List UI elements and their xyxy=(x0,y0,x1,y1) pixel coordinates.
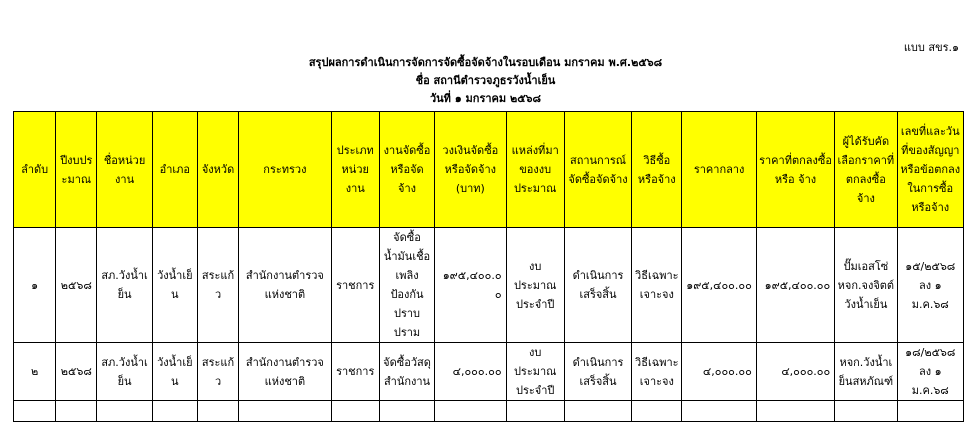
col-header-agreed-price: ราคาที่ตกลงซื้อหรือ จ้าง xyxy=(756,112,834,228)
col-header-status: สถานการณ์จัดซื้อจัดจ้าง xyxy=(564,112,631,228)
col-header-district: อำเภอ xyxy=(152,112,197,228)
col-header-vendor: ผู้ได้รับคัดเลือกราคาที่ตกลงซื้อจ้าง xyxy=(835,112,897,228)
cell-method: วิธีเฉพาะเจาะจง xyxy=(632,343,682,401)
cell-agency-type: ราชการ xyxy=(331,228,379,343)
col-header-fiscal-year: ปีงบประมาณ xyxy=(56,112,97,228)
table-row xyxy=(14,228,964,343)
col-header-contract: เลขที่และวันที่ของสัญญาหรือข้อตกลงในการซื้อหรือจ้าง xyxy=(897,112,963,228)
cell-agency-type: ราชการ xyxy=(331,343,379,401)
col-header-agency: ชื่อหน่วยงาน xyxy=(97,112,152,228)
cell-budget: ๔,๐๐๐.๐๐ xyxy=(435,343,506,401)
cell-fiscal-year: ๒๕๖๘ xyxy=(56,228,97,343)
table-row xyxy=(14,343,964,401)
col-header-ministry: กระทรวง xyxy=(239,112,331,228)
form-code: แบบ สขร.๑ xyxy=(903,41,959,54)
cell-contract: ๑๘/๒๕๖๘ ลง ๑ ม.ค.๖๘ xyxy=(897,343,963,401)
cell-agency: สภ.วังน้ำเย็น xyxy=(97,228,152,343)
col-header-no: ลำดับ xyxy=(14,112,56,228)
cell-no: ๒ xyxy=(14,343,56,401)
cell-fiscal-year: ๒๕๖๘ xyxy=(56,343,97,401)
cell-agreed-price: ๔,๐๐๐.๐๐ xyxy=(756,343,834,401)
cell-source: งบประมาณประจำปี xyxy=(506,228,564,343)
cell-vendor: หจก.วังน้ำเย็นสหภัณฑ์ xyxy=(835,343,897,401)
col-header-source: แหล่งที่มาของงบประมาณ xyxy=(506,112,564,228)
station-name: ชื่อ สถานีตำรวจภูธรวังน้ำเย็น xyxy=(415,74,556,87)
report-date: วันที่ ๑ มกราคม ๒๕๖๘ xyxy=(429,92,542,105)
cell-work: จัดซื้อวัสดุสำนักงาน xyxy=(379,343,434,401)
cell-median-price: ๑๙๕,๔๐๐.๐๐ xyxy=(682,228,756,343)
col-header-method: วิธีซื้อหรือจ้าง xyxy=(632,112,682,228)
cell-method: วิธีเฉพาะเจาะจง xyxy=(632,228,682,343)
col-header-median-price: ราคากลาง xyxy=(682,112,756,228)
cell-agreed-price: ๑๙๕,๔๐๐.๐๐ xyxy=(756,228,834,343)
table-header-row xyxy=(14,112,964,228)
cell-district: วังน้ำเย็น xyxy=(152,343,197,401)
col-header-work: งานจัดซื้อหรือจัดจ้าง xyxy=(379,112,434,228)
cell-status: ดำเนินการเสร็จสิ้น xyxy=(564,343,631,401)
cell-status: ดำเนินการเสร็จสิ้น xyxy=(564,228,631,343)
cell-work: จัดซื้อน้ำมันเชื้อเพลิงป้องกันปราบปราม xyxy=(379,228,434,343)
report-title: สรุปผลการดำเนินการจัดการจัดซื้อจัดจ้างในรอบเดือน มกราคม พ.ศ.๒๕๖๘ xyxy=(308,56,663,69)
cell-agency: สภ.วังน้ำเย็น xyxy=(97,343,152,401)
procurement-table xyxy=(13,111,964,422)
table-row-empty xyxy=(14,401,964,422)
cell-source: งบประมาณประจำปี xyxy=(506,343,564,401)
col-header-province: จังหวัด xyxy=(197,112,238,228)
cell-district: วังน้ำเย็น xyxy=(152,228,197,343)
cell-ministry: สำนักงานตำรวจแห่งชาติ xyxy=(239,228,331,343)
report-header xyxy=(0,54,971,108)
cell-contract: ๑๕/๒๕๖๘ ลง ๑ ม.ค.๖๘ xyxy=(897,228,963,343)
cell-no: ๑ xyxy=(14,228,56,343)
col-header-budget: วงเงินจัดซื้อหรือจัดจ้าง (บาท) xyxy=(435,112,506,228)
cell-province: สระแก้ว xyxy=(197,228,238,343)
cell-budget: ๑๙๕,๔๐๐.๐๐ xyxy=(435,228,506,343)
col-header-agency-type: ประเภทหน่วยงาน xyxy=(331,112,379,228)
cell-ministry: สำนักงานตำรวจแห่งชาติ xyxy=(239,343,331,401)
cell-vendor: ปั๊มเอสโซ่ หจก.จงจิตต์วังน้ำเย็น xyxy=(835,228,897,343)
cell-median-price: ๔,๐๐๐.๐๐ xyxy=(682,343,756,401)
cell-province: สระแก้ว xyxy=(197,343,238,401)
